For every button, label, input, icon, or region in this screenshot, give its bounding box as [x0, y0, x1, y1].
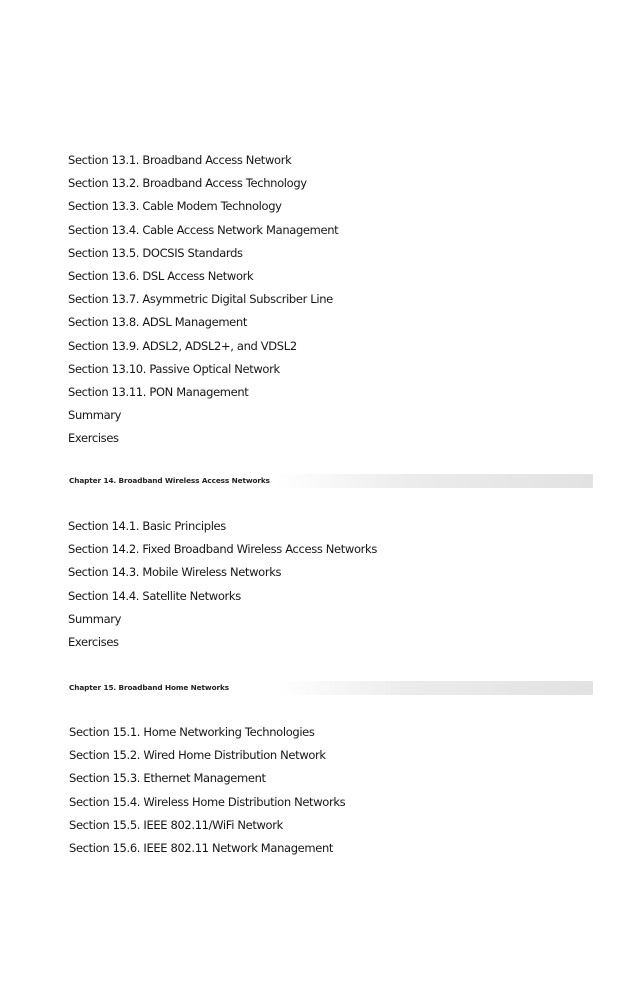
- toc-entry-13-9[interactable]: Section 13.9. ADSL2, ADSL2+, and VDSL2: [68, 338, 297, 353]
- toc-entry-13-1[interactable]: Section 13.1. Broadband Access Network: [68, 153, 292, 167]
- toc-entry-13-summary[interactable]: Summary: [68, 408, 122, 423]
- toc-entry-15-3[interactable]: Section 15.3. Ethernet Management: [69, 771, 266, 786]
- toc-entry-15-6[interactable]: Section 15.6. IEEE 802.11 Network Management: [69, 840, 334, 855]
- toc-entry-14-summary[interactable]: Summary: [68, 611, 122, 626]
- chapter-13-section-list: [68, 149, 338, 450]
- toc-entry-15-4[interactable]: Section 15.4. Wireless Home Distribution Networks: [69, 794, 346, 809]
- toc-entry-15-2[interactable]: Section 15.2. Wired Home Distribution Network: [69, 748, 326, 763]
- toc-entry-14-4[interactable]: Section 14.4. Satellite Networks: [68, 588, 241, 603]
- toc-entry-14-3[interactable]: Section 14.3. Mobile Wireless Networks: [68, 565, 282, 580]
- toc-entry-15-5[interactable]: Section 15.5. IEEE 802.11/WiFi Network: [69, 817, 283, 832]
- toc-entry-13-exercises[interactable]: Exercises: [68, 431, 119, 446]
- toc-entry-13-4[interactable]: Section 13.4. Cable Access Network Management: [68, 222, 339, 237]
- toc-entry-13-7[interactable]: Section 13.7. Asymmetric Digital Subscriber Line: [68, 292, 333, 307]
- toc-entry-15-1[interactable]: Section 15.1. Home Networking Technologies: [69, 725, 315, 739]
- chapter-14-heading[interactable]: Chapter 14. Broadband Wireless Access Networks: [66, 474, 593, 488]
- chapter-15-section-list: [69, 721, 345, 860]
- chapter-14-section-list: [68, 515, 377, 654]
- toc-entry-13-6[interactable]: Section 13.6. DSL Access Network: [68, 268, 254, 283]
- toc-entry-13-8[interactable]: Section 13.8. ADSL Management: [68, 315, 247, 330]
- toc-entry-14-2[interactable]: Section 14.2. Fixed Broadband Wireless Access Networks: [68, 542, 377, 557]
- toc-entry-13-10[interactable]: Section 13.10. Passive Optical Network: [68, 361, 280, 376]
- chapter-15-heading[interactable]: Chapter 15. Broadband Home Networks: [66, 681, 593, 695]
- toc-entry-13-5[interactable]: Section 13.5. DOCSIS Standards: [68, 245, 243, 260]
- toc-entry-14-exercises[interactable]: Exercises: [68, 634, 119, 649]
- toc-entry-13-11[interactable]: Section 13.11. PON Management: [68, 384, 249, 399]
- toc-entry-14-1[interactable]: Section 14.1. Basic Principles: [68, 519, 226, 533]
- toc-entry-13-2[interactable]: Section 13.2. Broadband Access Technology: [68, 176, 307, 191]
- toc-entry-13-3[interactable]: Section 13.3. Cable Modem Technology: [68, 199, 282, 214]
